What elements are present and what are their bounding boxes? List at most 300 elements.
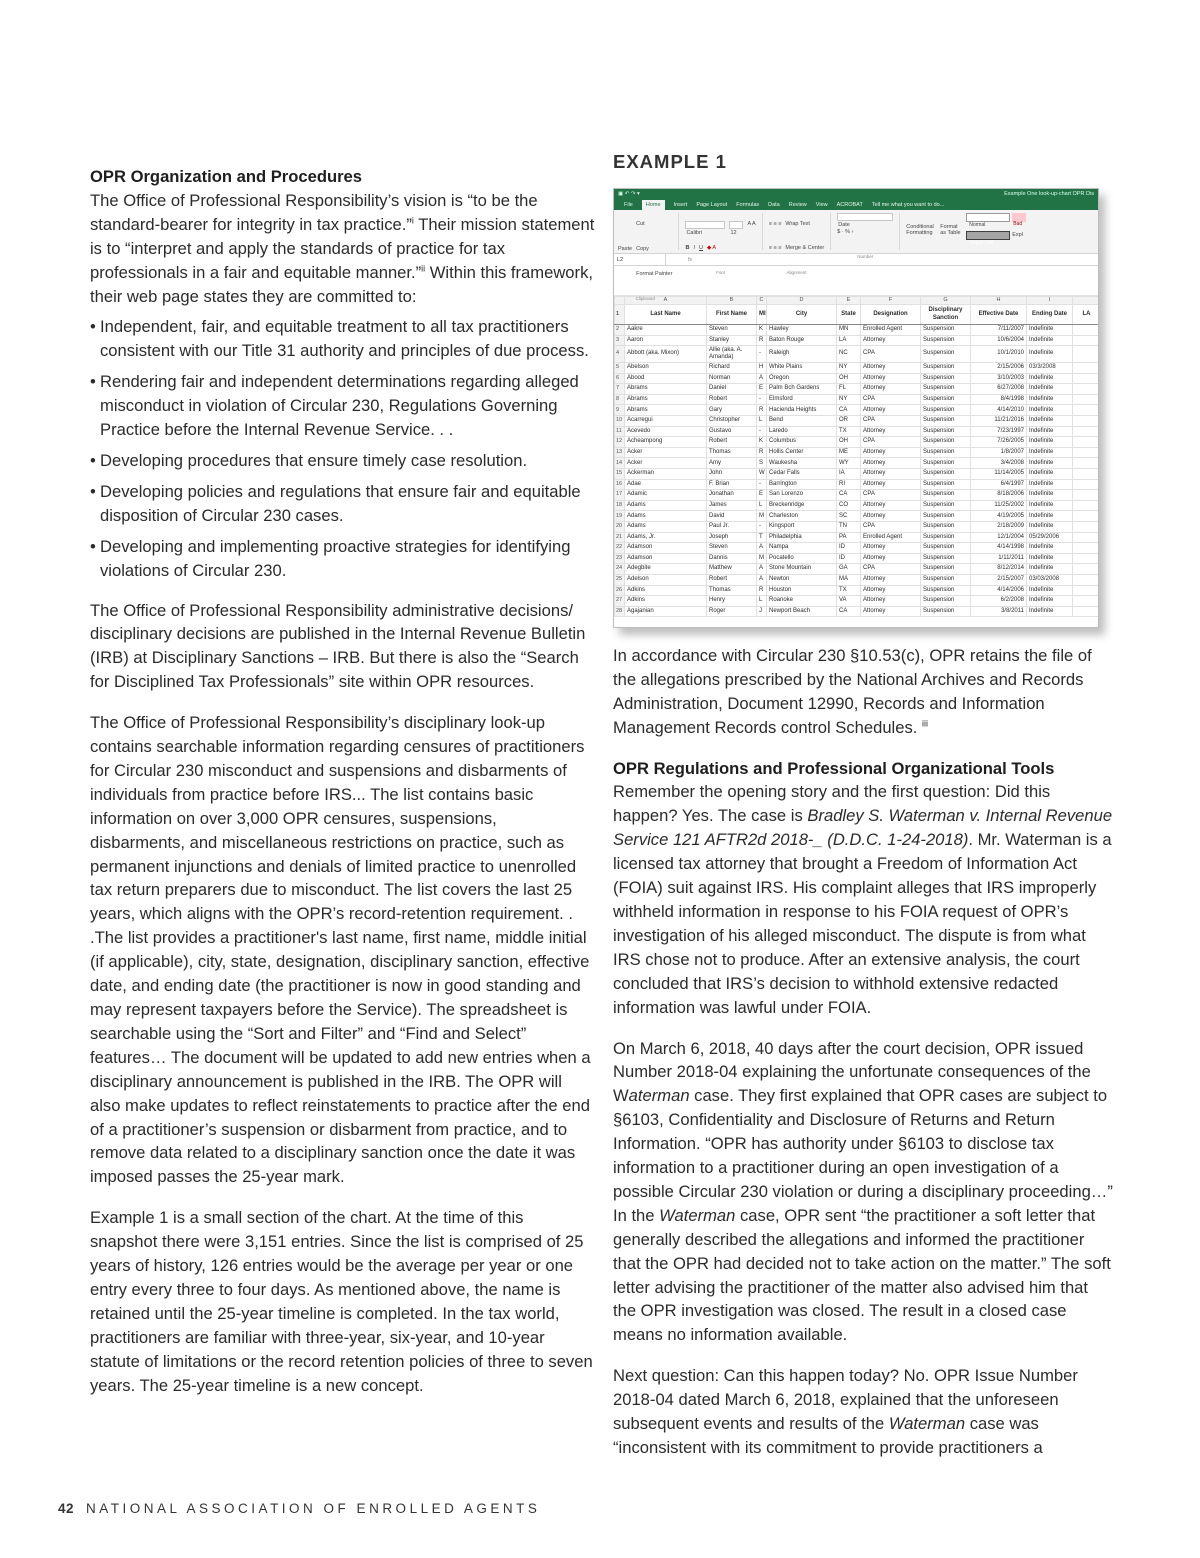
table-cell[interactable]: 3/4/2008 — [971, 458, 1027, 469]
table-cell[interactable]: 11/14/2005 — [971, 469, 1027, 480]
table-cell[interactable]: 10/1/2010 — [971, 346, 1027, 363]
format-painter-button[interactable]: Format Painter — [636, 270, 673, 277]
table-cell[interactable]: Suspension — [921, 606, 971, 617]
row-number[interactable]: 18 — [615, 500, 625, 511]
table-cell[interactable]: MA — [837, 574, 861, 585]
table-cell[interactable]: Abrams — [625, 384, 707, 395]
table-cell[interactable]: Matthew — [707, 564, 757, 575]
table-cell[interactable]: R — [757, 447, 767, 458]
table-cell[interactable]: K — [757, 324, 767, 335]
table-cell[interactable]: Suspension — [921, 511, 971, 522]
column-header[interactable]: Designation — [861, 304, 921, 324]
table-cell[interactable]: 2/15/2006 — [971, 363, 1027, 374]
table-cell[interactable]: Ackerman — [625, 469, 707, 480]
style-explanatory[interactable]: Expl — [1012, 231, 1023, 238]
table-cell[interactable]: James — [707, 500, 757, 511]
table-cell[interactable] — [1073, 384, 1100, 395]
table-cell[interactable] — [1073, 373, 1100, 384]
table-cell[interactable]: Adkins — [625, 585, 707, 596]
table-cell[interactable]: OH — [837, 437, 861, 448]
row-number[interactable]: 8 — [615, 394, 625, 405]
table-cell[interactable]: Indefinite — [1027, 522, 1073, 533]
table-cell[interactable]: Attorney — [861, 606, 921, 617]
table-cell[interactable]: Suspension — [921, 543, 971, 554]
table-cell[interactable]: 7/23/1997 — [971, 426, 1027, 437]
table-cell[interactable]: Robert — [707, 437, 757, 448]
table-cell[interactable]: Suspension — [921, 324, 971, 335]
table-cell[interactable]: CPA — [861, 437, 921, 448]
table-cell[interactable]: Suspension — [921, 574, 971, 585]
column-letter[interactable]: D — [767, 296, 837, 304]
table-cell[interactable]: Raleigh — [767, 346, 837, 363]
table-cell[interactable]: - — [757, 394, 767, 405]
table-cell[interactable]: A — [757, 373, 767, 384]
table-cell[interactable] — [1073, 532, 1100, 543]
table-cell[interactable]: Thomas — [707, 585, 757, 596]
column-letter[interactable]: H — [971, 296, 1027, 304]
table-cell[interactable]: Daniel — [707, 384, 757, 395]
table-cell[interactable]: - — [757, 346, 767, 363]
table-cell[interactable] — [1073, 564, 1100, 575]
merge-center-button[interactable]: Merge & Center — [785, 244, 825, 251]
table-cell[interactable]: Attorney — [861, 500, 921, 511]
format-as-table-button[interactable]: Format as Table — [940, 224, 961, 237]
table-cell[interactable] — [1073, 543, 1100, 554]
column-header[interactable]: City — [767, 304, 837, 324]
table-cell[interactable] — [1073, 606, 1100, 617]
table-cell[interactable]: FL — [837, 384, 861, 395]
row-number[interactable]: 17 — [615, 490, 625, 501]
table-cell[interactable]: Gary — [707, 405, 757, 416]
table-cell[interactable]: Suspension — [921, 437, 971, 448]
currency-icon[interactable]: $ · % › — [837, 228, 854, 235]
table-cell[interactable]: Suspension — [921, 346, 971, 363]
table-cell[interactable] — [1073, 458, 1100, 469]
table-cell[interactable]: 6/27/2008 — [971, 384, 1027, 395]
table-cell[interactable]: SC — [837, 511, 861, 522]
table-cell[interactable]: PA — [837, 532, 861, 543]
table-cell[interactable]: OH — [837, 373, 861, 384]
column-letter[interactable]: A — [625, 296, 707, 304]
tab-formulas[interactable]: Formulas — [736, 201, 760, 208]
table-cell[interactable]: 8/18/2006 — [971, 490, 1027, 501]
table-cell[interactable]: CPA — [861, 564, 921, 575]
column-letter[interactable]: B — [707, 296, 757, 304]
table-cell[interactable]: M — [757, 511, 767, 522]
row-number[interactable]: 2 — [615, 324, 625, 335]
copy-button[interactable]: Copy — [636, 245, 649, 252]
table-cell[interactable]: Roanoke — [767, 596, 837, 607]
table-cell[interactable] — [1073, 490, 1100, 501]
table-cell[interactable]: Indefinite — [1027, 416, 1073, 427]
table-cell[interactable]: Acevedo — [625, 426, 707, 437]
column-letter[interactable]: I — [1027, 296, 1073, 304]
table-cell[interactable]: Acker — [625, 458, 707, 469]
table-cell[interactable]: 03/3/2008 — [1027, 363, 1073, 374]
table-cell[interactable]: CPA — [861, 346, 921, 363]
table-cell[interactable] — [1073, 511, 1100, 522]
row-number[interactable]: 16 — [615, 479, 625, 490]
table-cell[interactable]: Philadelphia — [767, 532, 837, 543]
table-cell[interactable]: Attorney — [861, 469, 921, 480]
tab-acrobat[interactable]: ACROBAT — [836, 201, 863, 208]
table-cell[interactable]: Jonathan — [707, 490, 757, 501]
table-cell[interactable]: CPA — [861, 416, 921, 427]
table-cell[interactable]: L — [757, 500, 767, 511]
table-cell[interactable]: Attorney — [861, 405, 921, 416]
table-cell[interactable]: Indefinite — [1027, 335, 1073, 346]
table-cell[interactable]: Suspension — [921, 564, 971, 575]
table-cell[interactable]: CA — [837, 490, 861, 501]
table-cell[interactable]: NC — [837, 346, 861, 363]
table-cell[interactable]: E — [757, 490, 767, 501]
column-header[interactable]: Ending Date — [1027, 304, 1073, 324]
table-cell[interactable]: Stone Mountain — [767, 564, 837, 575]
italic-icon[interactable]: I — [693, 244, 695, 251]
table-cell[interactable]: Attorney — [861, 384, 921, 395]
table-cell[interactable]: Pocatello — [767, 553, 837, 564]
table-cell[interactable]: Amy — [707, 458, 757, 469]
table-cell[interactable]: Indefinite — [1027, 384, 1073, 395]
table-cell[interactable]: Nampa — [767, 543, 837, 554]
table-cell[interactable]: 03/03/2008 — [1027, 574, 1073, 585]
table-cell[interactable]: 4/14/1998 — [971, 543, 1027, 554]
table-cell[interactable] — [1073, 469, 1100, 480]
table-cell[interactable]: WY — [837, 458, 861, 469]
table-cell[interactable]: 7/26/2005 — [971, 437, 1027, 448]
table-cell[interactable]: VA — [837, 596, 861, 607]
table-cell[interactable]: 05/29/2006 — [1027, 532, 1073, 543]
table-cell[interactable]: Suspension — [921, 553, 971, 564]
row-number[interactable]: 4 — [615, 346, 625, 363]
table-cell[interactable]: Norman — [707, 373, 757, 384]
table-cell[interactable]: Suspension — [921, 363, 971, 374]
table-cell[interactable]: CO — [837, 500, 861, 511]
table-cell[interactable]: Suspension — [921, 373, 971, 384]
table-cell[interactable]: 6/2/2008 — [971, 596, 1027, 607]
table-cell[interactable]: Indefinite — [1027, 405, 1073, 416]
table-cell[interactable] — [1073, 416, 1100, 427]
table-cell[interactable] — [1073, 426, 1100, 437]
tab-insert[interactable]: Insert — [673, 201, 688, 208]
table-cell[interactable]: Indefinite — [1027, 564, 1073, 575]
table-cell[interactable]: Attorney — [861, 596, 921, 607]
tell-me-search[interactable]: Tell me what you want to do... — [871, 201, 945, 208]
table-cell[interactable]: Suspension — [921, 585, 971, 596]
table-cell[interactable]: Suspension — [921, 405, 971, 416]
row-number[interactable]: 19 — [615, 511, 625, 522]
row-number[interactable]: 28 — [615, 606, 625, 617]
align-icon[interactable]: ≡ ≡ ≡ — [768, 220, 782, 227]
font-size-select[interactable]: 12 — [729, 221, 743, 229]
table-cell[interactable]: A — [757, 543, 767, 554]
table-cell[interactable]: - — [757, 522, 767, 533]
table-cell[interactable]: 2/18/2009 — [971, 522, 1027, 533]
table-cell[interactable]: Attorney — [861, 553, 921, 564]
row-number[interactable]: 21 — [615, 532, 625, 543]
table-cell[interactable]: Acarregui — [625, 416, 707, 427]
row-number[interactable]: 20 — [615, 522, 625, 533]
row-number[interactable]: 26 — [615, 585, 625, 596]
table-cell[interactable]: RI — [837, 479, 861, 490]
table-cell[interactable] — [1073, 522, 1100, 533]
table-cell[interactable]: J — [757, 606, 767, 617]
table-cell[interactable]: 3/8/2011 — [971, 606, 1027, 617]
table-cell[interactable]: Adams, Jr. — [625, 532, 707, 543]
table-cell[interactable]: E — [757, 384, 767, 395]
table-cell[interactable]: ME — [837, 447, 861, 458]
row-number[interactable]: 11 — [615, 426, 625, 437]
table-cell[interactable]: Indefinite — [1027, 543, 1073, 554]
table-cell[interactable]: Adkins — [625, 596, 707, 607]
table-cell[interactable]: Indefinite — [1027, 458, 1073, 469]
table-cell[interactable]: Attorney — [861, 335, 921, 346]
tab-view[interactable]: View — [815, 201, 828, 208]
table-cell[interactable]: 2/15/2007 — [971, 574, 1027, 585]
table-cell[interactable]: CPA — [861, 490, 921, 501]
table-cell[interactable]: CPA — [861, 394, 921, 405]
row-number[interactable]: 1 — [615, 304, 625, 324]
row-number[interactable]: 5 — [615, 363, 625, 374]
table-cell[interactable]: Attorney — [861, 373, 921, 384]
table-cell[interactable]: TN — [837, 522, 861, 533]
table-cell[interactable]: Henry — [707, 596, 757, 607]
table-cell[interactable]: Suspension — [921, 426, 971, 437]
table-cell[interactable]: H — [757, 363, 767, 374]
table-cell[interactable]: Roger — [707, 606, 757, 617]
table-cell[interactable]: Suspension — [921, 335, 971, 346]
table-cell[interactable]: Adegbite — [625, 564, 707, 575]
table-cell[interactable]: Acker — [625, 447, 707, 458]
fill-color-icon[interactable]: ◆ A — [706, 244, 717, 251]
row-number[interactable]: 27 — [615, 596, 625, 607]
column-header[interactable]: Effective Date — [971, 304, 1027, 324]
table-cell[interactable]: Indefinite — [1027, 500, 1073, 511]
table-cell[interactable]: Hawley — [767, 324, 837, 335]
table-cell[interactable] — [1073, 437, 1100, 448]
table-cell[interactable]: NY — [837, 394, 861, 405]
table-cell[interactable]: F. Brian — [707, 479, 757, 490]
table-cell[interactable]: L — [757, 416, 767, 427]
table-cell[interactable]: Suspension — [921, 500, 971, 511]
style-bad[interactable]: Bad — [1012, 213, 1026, 222]
table-cell[interactable]: San Lorenzo — [767, 490, 837, 501]
column-letter[interactable]: C — [757, 296, 767, 304]
row-number[interactable]: 23 — [615, 553, 625, 564]
table-cell[interactable]: Suspension — [921, 384, 971, 395]
table-cell[interactable]: Indefinite — [1027, 511, 1073, 522]
align-icon[interactable]: ≡ ≡ ≡ — [768, 244, 782, 251]
table-cell[interactable]: 4/14/2006 — [971, 585, 1027, 596]
table-cell[interactable]: Cedar Falls — [767, 469, 837, 480]
table-cell[interactable]: Suspension — [921, 532, 971, 543]
table-cell[interactable]: Abrams — [625, 405, 707, 416]
table-cell[interactable]: Adamic — [625, 490, 707, 501]
column-letter[interactable]: E — [837, 296, 861, 304]
table-cell[interactable]: Suspension — [921, 596, 971, 607]
table-cell[interactable]: Suspension — [921, 416, 971, 427]
table-cell[interactable]: Indefinite — [1027, 437, 1073, 448]
table-cell[interactable]: Hacienda Heights — [767, 405, 837, 416]
table-cell[interactable]: Hollis Center — [767, 447, 837, 458]
table-cell[interactable]: Indefinite — [1027, 426, 1073, 437]
table-cell[interactable]: M — [757, 553, 767, 564]
table-cell[interactable]: Adelson — [625, 574, 707, 585]
table-cell[interactable]: ID — [837, 543, 861, 554]
table-cell[interactable]: Suspension — [921, 447, 971, 458]
wrap-text-button[interactable]: Wrap Text — [785, 220, 810, 227]
table-cell[interactable]: Agajanian — [625, 606, 707, 617]
table-cell[interactable]: Attorney — [861, 458, 921, 469]
table-cell[interactable]: David — [707, 511, 757, 522]
table-cell[interactable]: 7/11/2007 — [971, 324, 1027, 335]
table-cell[interactable]: 1/11/2011 — [971, 553, 1027, 564]
table-cell[interactable]: Suspension — [921, 522, 971, 533]
table-cell[interactable] — [1073, 363, 1100, 374]
table-cell[interactable]: Attorney — [861, 447, 921, 458]
row-number[interactable]: 9 — [615, 405, 625, 416]
table-cell[interactable]: Indefinite — [1027, 479, 1073, 490]
table-cell[interactable]: White Plains — [767, 363, 837, 374]
table-cell[interactable] — [1073, 394, 1100, 405]
table-cell[interactable]: Abrams — [625, 394, 707, 405]
column-header[interactable]: Last Name — [625, 304, 707, 324]
table-cell[interactable]: Suspension — [921, 458, 971, 469]
table-cell[interactable]: Enrolled Agent — [861, 532, 921, 543]
column-header[interactable]: LA — [1073, 304, 1100, 324]
column-header[interactable]: Disciplinary Sanction — [921, 304, 971, 324]
table-cell[interactable]: Suspension — [921, 394, 971, 405]
table-cell[interactable]: Adams — [625, 511, 707, 522]
table-cell[interactable]: GA — [837, 564, 861, 575]
table-cell[interactable]: ID — [837, 553, 861, 564]
table-cell[interactable]: Indefinite — [1027, 553, 1073, 564]
table-cell[interactable]: Barrington — [767, 479, 837, 490]
table-cell[interactable]: Adams — [625, 522, 707, 533]
table-cell[interactable]: 4/19/2005 — [971, 511, 1027, 522]
table-cell[interactable]: Indefinite — [1027, 373, 1073, 384]
table-cell[interactable]: Oregon — [767, 373, 837, 384]
tab-file[interactable]: File — [624, 201, 633, 208]
table-cell[interactable]: Attorney — [861, 543, 921, 554]
table-cell[interactable]: Adae — [625, 479, 707, 490]
table-cell[interactable]: Adams — [625, 500, 707, 511]
table-cell[interactable]: Stanley — [707, 335, 757, 346]
table-cell[interactable]: Houston — [767, 585, 837, 596]
table-cell[interactable] — [1073, 335, 1100, 346]
table-cell[interactable] — [1073, 479, 1100, 490]
table-cell[interactable]: 12/1/2004 — [971, 532, 1027, 543]
row-number[interactable]: 25 — [615, 574, 625, 585]
table-cell[interactable] — [1073, 596, 1100, 607]
table-cell[interactable]: Indefinite — [1027, 596, 1073, 607]
bold-icon[interactable]: B — [685, 244, 690, 251]
table-cell[interactable]: CA — [837, 606, 861, 617]
table-cell[interactable] — [1073, 574, 1100, 585]
table-cell[interactable]: Christopher — [707, 416, 757, 427]
table-cell[interactable]: 8/12/2014 — [971, 564, 1027, 575]
table-cell[interactable]: Dannis — [707, 553, 757, 564]
table-cell[interactable]: Steven — [707, 543, 757, 554]
table-cell[interactable]: Palm Bch Gardens — [767, 384, 837, 395]
table-cell[interactable]: Baton Rouge — [767, 335, 837, 346]
table-cell[interactable]: K — [757, 437, 767, 448]
table-cell[interactable]: Columbus — [767, 437, 837, 448]
table-cell[interactable]: Adamson — [625, 553, 707, 564]
table-cell[interactable]: Indefinite — [1027, 394, 1073, 405]
table-cell[interactable]: CPA — [861, 522, 921, 533]
table-cell[interactable]: 10/6/2004 — [971, 335, 1027, 346]
table-cell[interactable]: Suspension — [921, 479, 971, 490]
table-cell[interactable]: W — [757, 469, 767, 480]
table-cell[interactable]: Richard — [707, 363, 757, 374]
table-cell[interactable]: Suspension — [921, 469, 971, 480]
table-cell[interactable]: LA — [837, 335, 861, 346]
row-number[interactable]: 7 — [615, 384, 625, 395]
table-cell[interactable]: A — [757, 574, 767, 585]
font-name-select[interactable]: Calibri — [685, 221, 725, 229]
column-header[interactable]: MI — [757, 304, 767, 324]
row-number[interactable]: 13 — [615, 447, 625, 458]
cut-button[interactable]: Cut — [636, 220, 645, 227]
paste-button[interactable]: Paste — [618, 245, 633, 252]
table-cell[interactable]: NY — [837, 363, 861, 374]
table-cell[interactable]: Indefinite — [1027, 490, 1073, 501]
tab-home[interactable]: Home — [642, 200, 665, 210]
table-cell[interactable]: 3/10/2003 — [971, 373, 1027, 384]
table-cell[interactable] — [1073, 585, 1100, 596]
row-number[interactable]: 3 — [615, 335, 625, 346]
table-cell[interactable]: L — [757, 596, 767, 607]
row-number[interactable]: 15 — [615, 469, 625, 480]
table-cell[interactable] — [1073, 553, 1100, 564]
table-cell[interactable]: OR — [837, 416, 861, 427]
column-header[interactable]: First Name — [707, 304, 757, 324]
column-letter[interactable]: F — [861, 296, 921, 304]
table-cell[interactable]: Newport Beach — [767, 606, 837, 617]
table-cell[interactable]: Acheampong — [625, 437, 707, 448]
table-cell[interactable]: R — [757, 585, 767, 596]
table-cell[interactable]: Aaron — [625, 335, 707, 346]
table-cell[interactable]: Indefinite — [1027, 447, 1073, 458]
table-cell[interactable]: Attorney — [861, 426, 921, 437]
table-cell[interactable]: Waukesha — [767, 458, 837, 469]
row-number[interactable]: 12 — [615, 437, 625, 448]
table-cell[interactable]: Joseph — [707, 532, 757, 543]
style-normal[interactable]: Normal — [966, 213, 1010, 222]
table-cell[interactable] — [1073, 324, 1100, 335]
table-cell[interactable]: Robert — [707, 394, 757, 405]
row-number[interactable]: 24 — [615, 564, 625, 575]
table-cell[interactable]: 6/4/1997 — [971, 479, 1027, 490]
table-cell[interactable] — [1073, 346, 1100, 363]
table-cell[interactable]: Steven — [707, 324, 757, 335]
table-cell[interactable]: 11/21/2016 — [971, 416, 1027, 427]
table-cell[interactable]: Indefinite — [1027, 469, 1073, 480]
table-cell[interactable]: Indefinite — [1027, 346, 1073, 363]
table-cell[interactable]: 11/25/2002 — [971, 500, 1027, 511]
table-cell[interactable]: Enrolled Agent — [861, 324, 921, 335]
table-cell[interactable]: Newton — [767, 574, 837, 585]
underline-icon[interactable]: U — [698, 244, 703, 251]
table-cell[interactable]: Laredo — [767, 426, 837, 437]
table-cell[interactable]: Paul Jr. — [707, 522, 757, 533]
table-cell[interactable]: Attorney — [861, 363, 921, 374]
table-cell[interactable]: Abood — [625, 373, 707, 384]
table-cell[interactable]: Attorney — [861, 585, 921, 596]
table-cell[interactable]: Robert — [707, 574, 757, 585]
table-cell[interactable]: Aakre — [625, 324, 707, 335]
